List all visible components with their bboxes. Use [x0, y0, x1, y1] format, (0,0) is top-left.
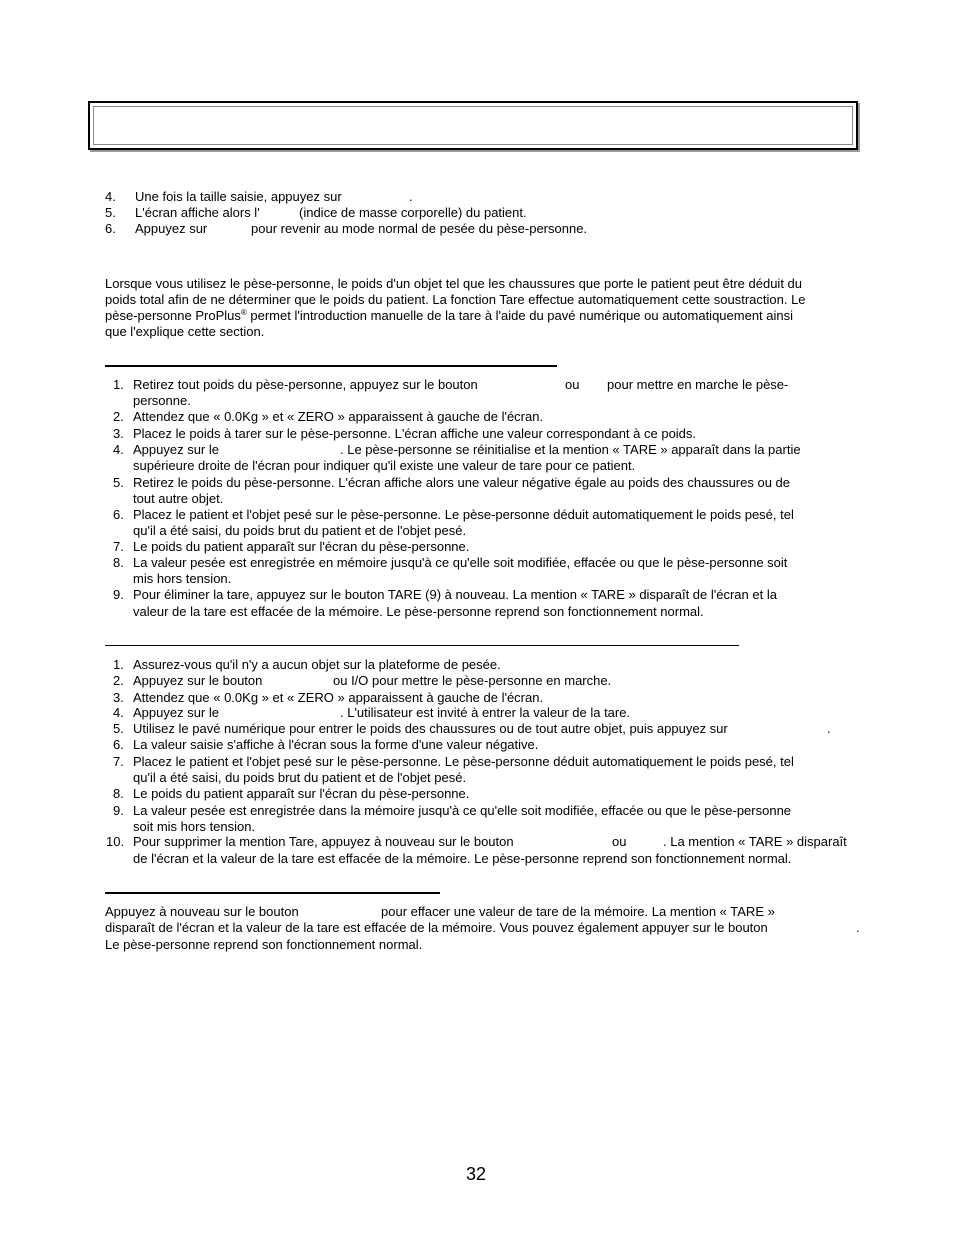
step-number: 4. [105, 189, 116, 204]
step-text: personne. [133, 393, 191, 408]
step-number: 8. [113, 786, 124, 801]
step-text: ou [612, 834, 627, 849]
step-number: 6. [113, 737, 124, 752]
step-number: 1. [113, 377, 124, 392]
step-text: La valeur saisie s'affiche à l'écran sous la forme d'une valeur négative. [133, 737, 539, 752]
paragraph-line [105, 308, 793, 324]
step-text: Appuyez sur [135, 221, 208, 236]
registered-mark: ® [240, 308, 247, 317]
step-text: Placez le poids à tarer sur le pèse-personne. L'écran affiche une valeur correspondant à ce poids. [133, 426, 697, 441]
step-text: ou I/O pour mettre le pèse-personne en marche. [333, 673, 612, 688]
step-number: 5. [105, 205, 116, 220]
paragraph-text: permet l'introduction manuelle de la tare à l'aide du pavé numérique ou automatiquement ainsi [246, 308, 794, 323]
step-text: Utilisez le pavé numérique pour entrer le poids des chaussures ou de tout autre objet, puis appuyez sur [133, 721, 728, 736]
step-number: 6. [105, 221, 116, 236]
paragraph-line: Lorsque vous utilisez le pèse-personne, le poids d'un objet tel que les chaussures que porte le patient peut être déduit du [105, 276, 802, 291]
step-number: 3. [113, 426, 124, 441]
step-text: Pour éliminer la tare, appuyez sur le bouton TARE (9) à nouveau. La mention « TARE » disparaît de l'écran et la [133, 587, 777, 602]
step-number: 5. [113, 475, 124, 490]
step-number: 8. [113, 555, 124, 570]
step-number: 10. [106, 834, 125, 849]
step-text: Attendez que « 0.0Kg » et « ZERO » apparaissent à gauche de l'écran. [133, 409, 544, 424]
step-text: Appuyez sur le bouton [133, 673, 263, 688]
step-text: Pour supprimer la mention Tare, appuyez à nouveau sur le bouton [133, 834, 514, 849]
step-text: Appuyez sur le [133, 442, 219, 457]
step-text: Retirez le poids du pèse-personne. L'écran affiche alors une valeur négative égale au poids des chaussures ou de [133, 475, 791, 490]
step-text: Attendez que « 0.0Kg » et « ZERO » apparaissent à gauche de l'écran. [133, 690, 544, 705]
step-number: 1. [113, 657, 124, 672]
step-number: 9. [113, 803, 124, 818]
step-number: 7. [113, 754, 124, 769]
paragraph-line: pour effacer une valeur de tare de la mémoire. La mention « TARE » [381, 904, 775, 919]
paragraph-line: que l'explique cette section. [105, 324, 265, 339]
section-rule [105, 365, 557, 367]
step-number: 4. [113, 442, 124, 457]
step-number: 3. [113, 690, 124, 705]
step-text: . L'utilisateur est invité à entrer la valeur de la tare. [340, 705, 631, 720]
page-number: 32 [466, 1164, 487, 1184]
step-text: pour revenir au mode normal de pesée du pèse-personne. [251, 221, 588, 236]
step-number: 5. [113, 721, 124, 736]
step-text: mis hors tension. [133, 571, 232, 586]
paragraph-line: . [856, 920, 860, 935]
step-number: 4. [113, 705, 124, 720]
step-text: (indice de masse corporelle) du patient. [299, 205, 527, 220]
step-text: ou [565, 377, 580, 392]
step-text: La valeur pesée est enregistrée en mémoire jusqu'à ce qu'elle soit modifiée, effacée ou que le pèse-personne soit [133, 555, 788, 570]
section-rule [105, 892, 440, 894]
step-text: valeur de la tare est effacée de la mémoire. Le pèse-personne reprend son fonctionnement normal. [133, 604, 704, 619]
paragraph-line: poids total afin de ne déterminer que le poids du patient. La fonction Tare effectue automatiquement cette soustraction. Le [105, 292, 806, 307]
paragraph-line: Le pèse-personne reprend son fonctionnement normal. [105, 937, 423, 952]
step-text: qu'il a été saisi, du poids brut du patient et de l'objet pesé. [133, 523, 467, 538]
step-text: . [409, 189, 413, 204]
step-text: L'écran affiche alors l' [135, 205, 260, 220]
step-number: 7. [113, 539, 124, 554]
step-text: Placez le patient et l'objet pesé sur le pèse-personne. Le pèse-personne déduit automatiquement le poids pesé, tel [133, 507, 794, 522]
step-text: qu'il a été saisi, du poids brut du patient et de l'objet pesé. [133, 770, 467, 785]
step-text: . Le pèse-personne se réinitialise et la mention « TARE » apparaît dans la partie [340, 442, 801, 457]
step-number: 2. [113, 673, 124, 688]
step-number: 6. [113, 507, 124, 522]
step-text: Le poids du patient apparaît sur l'écran du pèse-personne. [133, 786, 470, 801]
step-text: Appuyez sur le [133, 705, 219, 720]
paragraph-line: disparaît de l'écran et la valeur de la tare est effacée de la mémoire. Vous pouvez également appuyer sur le bouton [105, 920, 768, 935]
step-text: de l'écran et la valeur de la tare est effacée de la mémoire. Le pèse-personne reprend son fonctionnement normal. [133, 851, 792, 866]
step-text: soit mis hors tension. [133, 819, 256, 834]
step-text: Une fois la taille saisie, appuyez sur [135, 189, 342, 204]
step-text: tout autre objet. [133, 491, 224, 506]
step-text: Le poids du patient apparaît sur l'écran du pèse-personne. [133, 539, 470, 554]
step-text: supérieure droite de l'écran pour indiquer qu'il existe une valeur de tare pour ce patient. [133, 458, 636, 473]
section-title-box [88, 101, 858, 150]
step-text: Retirez tout poids du pèse-personne, appuyez sur le bouton [133, 377, 478, 392]
paragraph-line: Appuyez à nouveau sur le bouton [105, 904, 299, 919]
step-number: 2. [113, 409, 124, 424]
step-text: Placez le patient et l'objet pesé sur le pèse-personne. Le pèse-personne déduit automatiquement le poids pesé, tel [133, 754, 794, 769]
step-text: Assurez-vous qu'il n'y a aucun objet sur la plateforme de pesée. [133, 657, 501, 672]
section-rule [105, 645, 739, 646]
step-number: 9. [113, 587, 124, 602]
step-text: . La mention « TARE » disparaît [663, 834, 847, 849]
step-text: pour mettre en marche le pèse- [607, 377, 789, 392]
step-text: La valeur pesée est enregistrée dans la mémoire jusqu'à ce qu'elle soit modifiée, effacée ou que le pèse-personne [133, 803, 792, 818]
step-text: . [827, 721, 831, 736]
brand-text: pèse-personne ProPlus [105, 308, 241, 323]
